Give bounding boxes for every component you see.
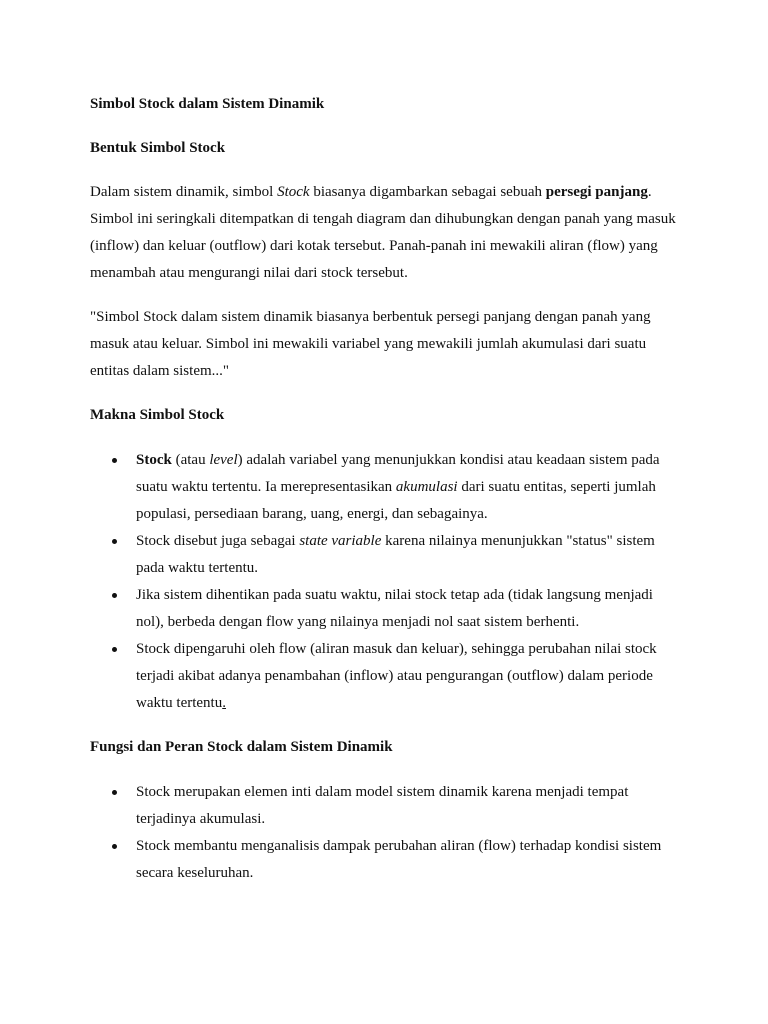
text-run: Stock disebut juga sebagai: [136, 533, 300, 549]
italic-text: Stock: [277, 184, 310, 200]
spacer: [90, 287, 680, 304]
document-title: Simbol Stock dalam Sistem Dinamik: [90, 96, 325, 112]
bold-text: persegi panjang: [545, 184, 648, 200]
bold-text: Stock: [136, 452, 172, 468]
list-item: [90, 582, 680, 636]
underlined-text: .: [222, 695, 226, 711]
spacer: [90, 385, 680, 402]
document-page: [90, 91, 680, 887]
list-item: [90, 636, 680, 717]
bullet-icon: [112, 458, 117, 463]
list-item: [90, 833, 680, 887]
spacer: [90, 162, 680, 179]
text-run: biasanya digambarkan sebagai sebuah: [309, 184, 546, 200]
paragraph-bentuk: [90, 179, 680, 287]
italic-text: akumulasi: [395, 479, 458, 495]
italic-text: state variable: [299, 533, 382, 549]
bullet-icon: [112, 539, 117, 544]
spacer: [90, 761, 680, 779]
spacer: [90, 717, 680, 734]
text-run: Stock merupakan elemen inti dalam model sistem dinamik karena menjadi tempat terjadinya akumulasi.: [136, 784, 629, 827]
spacer: [90, 429, 680, 447]
text-run: Stock membantu menganalisis dampak perubahan aliran (flow) terhadap kondisi sistem secara keseluruhan.: [136, 838, 662, 881]
text-run: ) adalah variabel yang menunjukkan kondisi atau keadaan sistem pada suatu waktu tertentu. Ia merepresentasikan: [136, 452, 660, 495]
spacer: [90, 118, 680, 135]
list-item: [90, 528, 680, 582]
section-heading-makna: Makna Simbol Stock: [90, 407, 225, 423]
bullet-icon: [112, 647, 117, 652]
bullet-icon: [112, 844, 117, 849]
text-run: dari suatu entitas, seperti jumlah populasi, persediaan barang, uang, energi, dan sebagainya.: [136, 479, 656, 522]
list-item: [90, 447, 680, 528]
section-heading-fungsi: Fungsi dan Peran Stock dalam Sistem Dinamik: [90, 739, 393, 755]
bullet-icon: [112, 790, 117, 795]
bullet-icon: [112, 593, 117, 598]
fungsi-bullet-list: [90, 779, 680, 887]
text-run: Jika sistem dihentikan pada suatu waktu, nilai stock tetap ada (tidak langsung menjadi nol), berbeda dengan flow yang nilainya menjadi nol saat sistem berhenti.: [136, 587, 653, 630]
section-heading-bentuk: Bentuk Simbol Stock: [90, 140, 226, 156]
italic-text: level: [209, 452, 238, 468]
text-run: Stock dipengaruhi oleh flow (aliran masuk dan keluar), sehingga perubahan nilai stock terjadi akibat adanya penambahan (inflow) atau pengurangan (outflow) dalam periode waktu tertentu: [136, 641, 657, 711]
text-run: . Simbol ini seringkali ditempatkan di tengah diagram dan dihubungkan dengan panah yang masuk (inflow) dan keluar (outflow) dari kotak tersebut. Panah-panah ini mewakili aliran (flow) yang menambah atau mengurangi nilai dari stock tersebut.: [90, 184, 676, 281]
text-run: Dalam sistem dinamik, simbol: [90, 184, 278, 200]
text-run: karena nilainya menunjukkan "status" sistem pada waktu tertentu.: [136, 533, 655, 576]
quote-paragraph: "Simbol Stock dalam sistem dinamik biasanya berbentuk persegi panjang dengan panah yang masuk atau keluar. Simbol ini mewakili variabel yang mewakili jumlah akumulasi dari suatu entitas dalam sistem...": [90, 309, 651, 379]
makna-bullet-list: [90, 447, 680, 717]
text-run: (atau: [171, 452, 210, 468]
list-item: [90, 779, 680, 833]
